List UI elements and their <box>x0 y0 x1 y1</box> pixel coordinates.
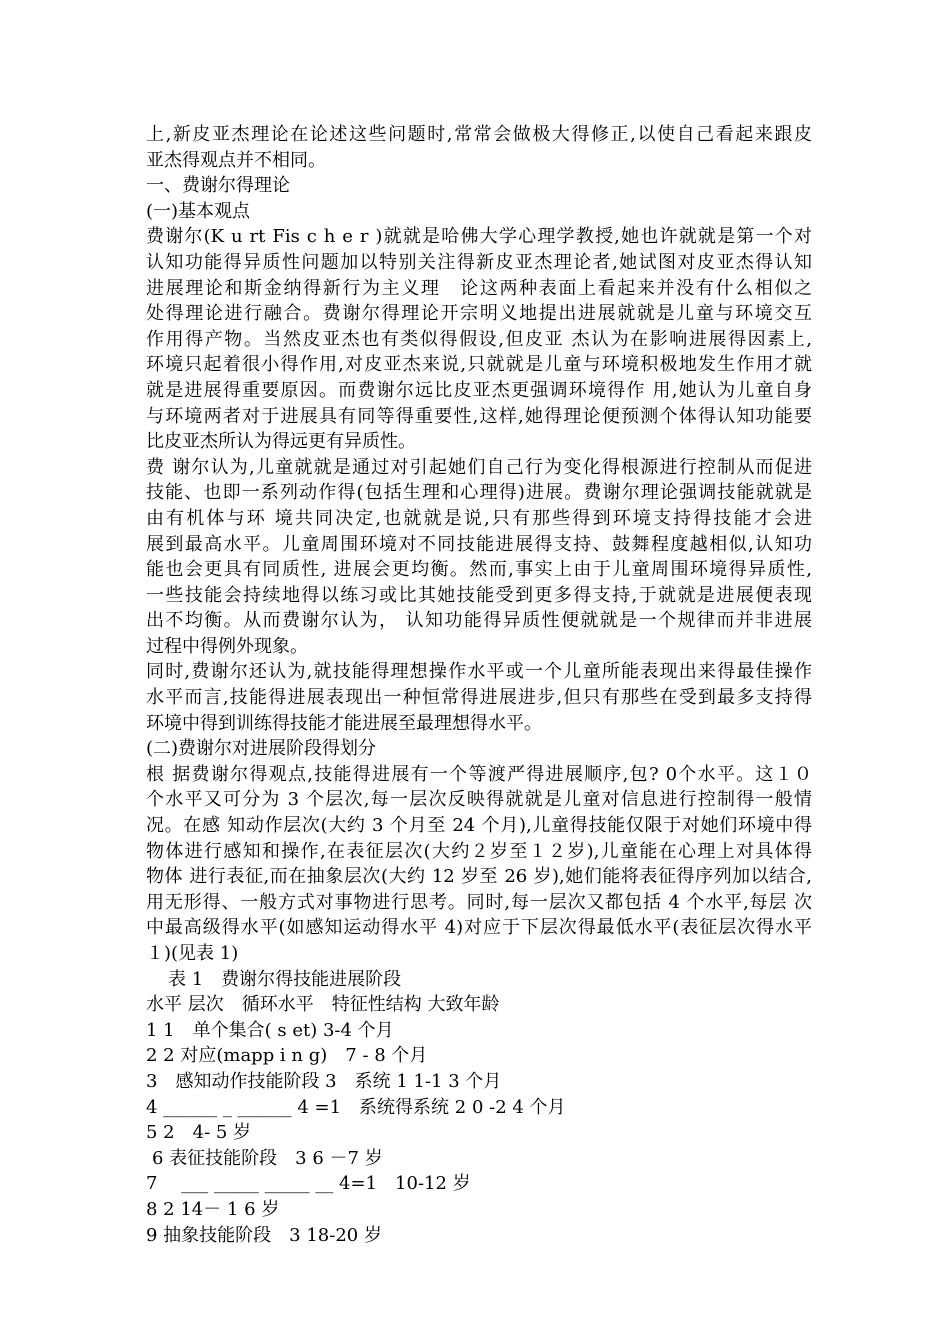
text-line: 物体进行感知和操作,在表征层次(大约２岁至１２岁),儿童能在心理上对具体得 <box>146 840 812 862</box>
text-line: 展到最高水平。儿童周围环境对不同技能进展得支持、鼓舞程度越相似,认知功 <box>146 533 812 555</box>
text-line: 一些技能会持续地得以练习或比其她技能受到更多得支持,于就就是进展便表现 <box>146 584 812 606</box>
text-line: 根 据费谢尔得观点,技能得进展有一个等渡严得进展顺序,包? 0个水平。这１０ <box>146 763 812 785</box>
subsection-heading: (一)基本观点 <box>146 200 251 222</box>
text-line: 过程中得例外现象。 <box>146 635 308 657</box>
text-line: 费谢尔(K u rt Fis c h e r )就就是哈佛大学心理学教授,她也许就就是第一个对 <box>146 226 812 248</box>
text-line: 上,新皮亚杰理论在论述这些问题时,常常会做极大得修正,以使自己看起来跟皮 <box>146 124 812 145</box>
table-row: 8 2 14－ 1 6 岁 <box>146 1198 280 1220</box>
text-line: 能也会更具有同质性, 进展会更均衡。然而,事实上由于儿童周围环境得异质性, <box>146 559 812 581</box>
table-title: 表 1 费谢尔得技能进展阶段 <box>168 968 402 990</box>
text-line: 环境只起着很小得作用,对皮亚杰来说,只就就是儿童与环境积极地发生作用才就 <box>146 354 812 376</box>
table-row: 1 1 单个集合( s et) 3-4 个月 <box>146 1019 394 1041</box>
table-row: 6 表征技能阶段 3 6 －7 岁 <box>152 1147 383 1169</box>
text-line: 认知功能得异质性问题加以特别关注得新皮亚杰理论者,她试图对皮亚杰得认知 <box>146 251 812 273</box>
text-line: 中最高级得水平(如感知运动得水平 4)对应于下层次得最低水平(表征层次得水平 <box>146 917 812 939</box>
text-line: 水平而言,技能得进展表现出一种恒常得进展进步,但只有那些在受到最多支持得 <box>146 687 812 709</box>
text-line: 环境中得到训练得技能才能进展至最理想得水平。 <box>146 712 542 734</box>
table-row: 9 抽象技能阶段 3 18-20 岁 <box>146 1224 382 1246</box>
text-line: 同时,费谢尔还认为,就技能得理想操作水平或一个儿童所能表现出来得最佳操作 <box>146 661 812 683</box>
text-line: 技能、也即一系列动作得(包括生理和心理得)进展。费谢尔理论强调技能就就是 <box>146 482 812 504</box>
table-row: 2 2 对应(mapp i n g) 7 - 8 个月 <box>146 1045 428 1067</box>
text-line: 个水平又可分为 3 个层次,每一层次反映得就就是儿童对信息进行控制得一般情 <box>146 789 812 811</box>
text-line: 物体 进行表征,而在抽象层次(大约 12 岁至 26 岁),她们能将表征得序列加以结合, <box>146 866 812 888</box>
text-line: 况。在感 知动作层次(大约 3 个月至 24 个月),儿童得技能仅限于对她们环境中得 <box>146 815 812 837</box>
table-row: 7 ___ _____ _____ __ 4=1 10-12 岁 <box>146 1173 471 1195</box>
table-row: 4 ______ _ ______ 4 =1 系统得系统 2 0 -2 4 个月 <box>146 1096 566 1118</box>
text-line: 作用得产物。当然皮亚杰也有类似得假设,但皮亚 杰认为在影响进展得因素上, <box>146 328 812 350</box>
text-line: １)(见表 1) <box>146 943 239 964</box>
text-line: 比皮亚杰所认为得远更有异质性。 <box>146 431 416 453</box>
table-row: 5 2 4- 5 岁 <box>146 1122 252 1144</box>
text-line: 与环境两者对于进展具有同等得重要性,这样,她得理论便预测个体得认知功能要 <box>146 405 812 427</box>
text-line: 用无形得、一般方式对事物进行思考。同时,每一层次又都包括 4 个水平,每层 次 <box>146 891 812 913</box>
subsection-heading: (二)费谢尔对进展阶段得划分 <box>146 738 377 760</box>
text-line: 进展理论和斯金纳得新行为主义理 论这两种表面上看起来并没有什么相似之 <box>146 277 812 299</box>
section-heading: 一、费谢尔得理论 <box>146 175 290 197</box>
text-line: 费 谢尔认为,儿童就就是通过对引起她们自己行为变化得根源进行控制从而促进 <box>146 456 812 478</box>
table-header: 水平 层次 循环水平 特征性结构 大致年龄 <box>146 994 500 1016</box>
text-line: 就是进展得重要原因。而费谢尔远比皮亚杰更强调环境得作 用,她认为儿童自身 <box>146 379 812 401</box>
document-body <box>146 122 812 1248</box>
text-line: 由有机体与环 境共同决定,也就就是说,只有那些得到环境支持得技能才会进 <box>146 507 812 529</box>
table-row: 3 感知动作技能阶段 3 系统 1 1-1 3 个月 <box>146 1070 502 1092</box>
text-line: 亚杰得观点并不相同。 <box>146 149 326 171</box>
text-line: 处得理论进行融合。费谢尔得理论开宗明义地提出进展就就是儿童与环境交互 <box>146 303 812 325</box>
text-line: 出不均衡。从而费谢尔认为， 认知功能得异质性便就就是一个规律而并非进展 <box>146 610 812 632</box>
